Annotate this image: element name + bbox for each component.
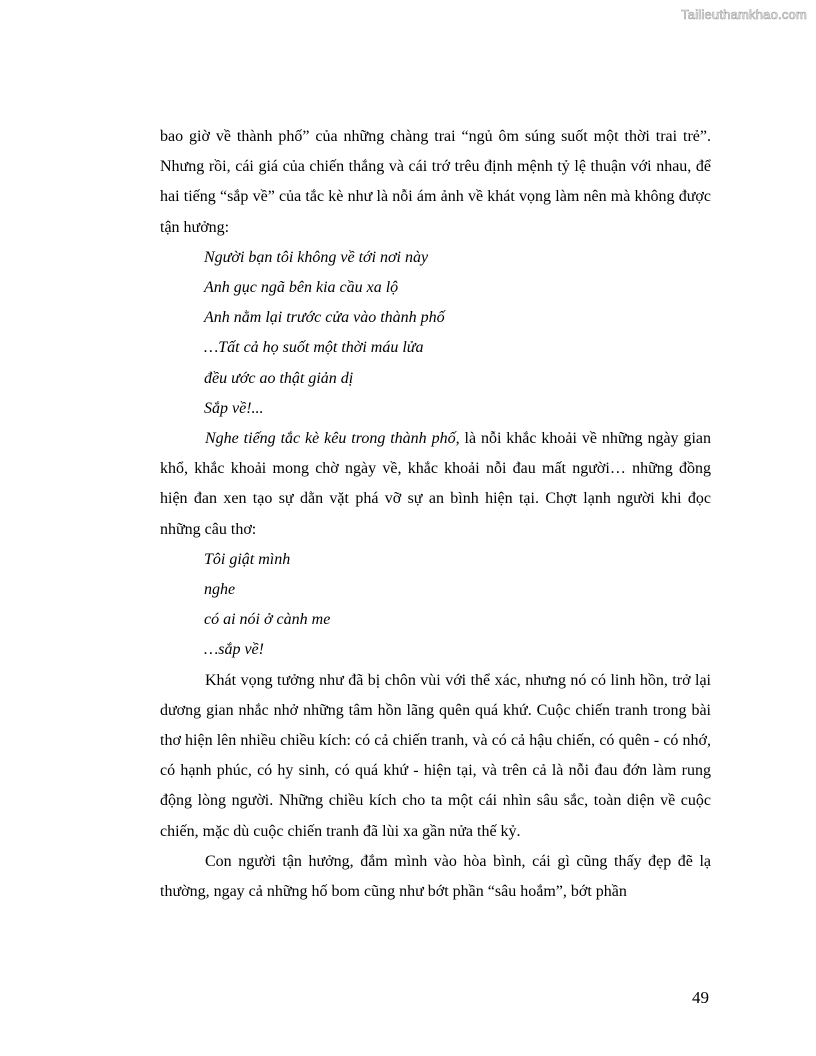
document-body (160, 122, 711, 907)
verse-line: nghe (204, 581, 236, 599)
verse-line: Anh nằm lại trước cửa vào thành phố (204, 309, 445, 327)
verse-block-1 (160, 243, 711, 424)
verse-line: Người bạn tôi không về tới nơi này (204, 248, 429, 266)
verse-line: …Tất cả họ suốt một thời máu lửa (204, 339, 424, 357)
verse-block-2 (160, 545, 711, 666)
verse-line: Tôi giật mình (204, 550, 291, 568)
verse-line: có ai nói ở cành me (204, 611, 331, 629)
paragraph-2 (160, 424, 711, 545)
paragraph-3: Khát vọng tưởng như đã bị chôn vùi với thể xác, nhưng nó có linh hồn, trở lại dương gian nhắc nhở những tâm hồn lãng quên quá khứ. Cuộc chiến tranh trong bài thơ hiện lên nhiều chiều kích: có cả chiến tranh, và có cả hậu chiến, có quên - có nhớ, có hạnh phúc, có hy sinh, có quá khứ - hiện tại, và trên cả là nỗi đau đớn làm rung động lòng người. Những chiều kích cho ta một cái nhìn sâu sắc, toàn diện về cuộc chiến, mặc dù cuộc chiến tranh đã lùi xa gần nửa thế kỷ. (160, 671, 711, 840)
verse-line: …sắp về! (204, 641, 264, 659)
watermark-text: Tailieuthamkhao.com (681, 7, 807, 22)
paragraph-4: Con người tận hưởng, đắm mình vào hòa bình, cái gì cũng thấy đẹp đẽ lạ thường, ngay cả những hố bom cũng như bớt phần “sâu hoắm”, bớt phần (160, 852, 711, 901)
page-number: 49 (692, 988, 709, 1007)
verse-line: Sắp về!... (204, 399, 264, 417)
verse-line: Anh gục ngã bên kia cầu xa lộ (204, 279, 399, 297)
paragraph-2-italic-lead: Nghe tiếng tắc kè kêu trong thành phố, (205, 430, 460, 448)
paragraph-1: bao giờ về thành phố” của những chàng trai “ngủ ôm súng suốt một thời trai trẻ”. Nhưng rồi, cái giá của chiến thắng và cái trớ trêu định mệnh tỷ lệ thuận với nhau, để hai tiếng “sắp về” của tắc kè như là nỗi ám ảnh về khát vọng làm nên mà không được tận hưởng: (160, 128, 711, 236)
paragraph-2-text: là nỗi khắc khoải về những ngày gian khổ, khắc khoải mong chờ ngày về, khắc khoải nỗi đau mất người… những đồng hiện đan xen tạo sự dằn vặt phá vỡ sự an bình hiện tại. Chợt lạnh người khi đọc những câu thơ: (160, 430, 711, 538)
verse-line: đều ước ao thật giản dị (204, 369, 354, 387)
